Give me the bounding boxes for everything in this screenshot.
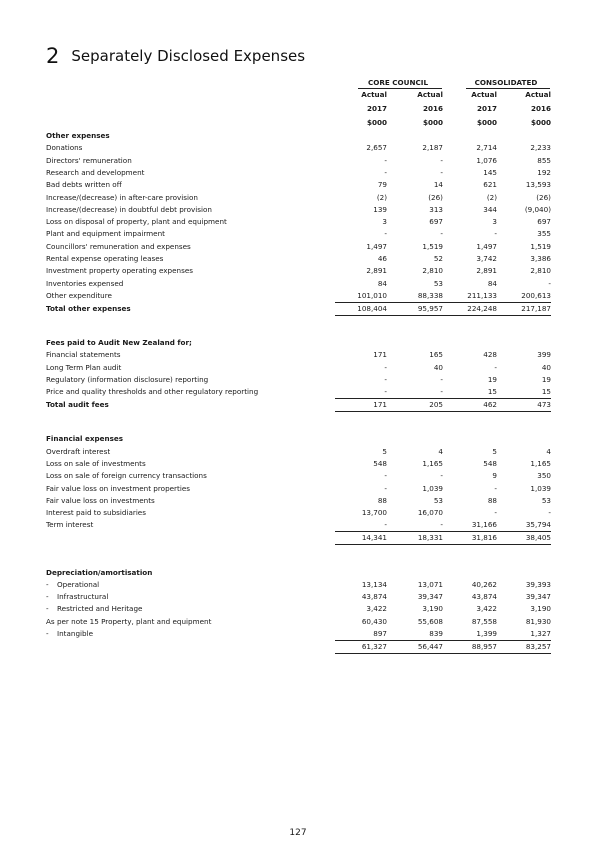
value-cell: 2,810 (530, 266, 551, 276)
row-label: Directors' remuneration (46, 155, 132, 165)
table-row (46, 350, 551, 362)
value-cell: 548 (483, 458, 497, 468)
value-cell: 53 (433, 495, 443, 505)
value-cell: 18,331 (417, 533, 443, 543)
value-cell: - (384, 155, 387, 165)
row-label: Term interest (46, 520, 94, 530)
value-cell: 1,165 (422, 458, 443, 468)
rule-line (335, 653, 551, 654)
value-cell: (2) (486, 192, 497, 202)
value-cell: 697 (429, 217, 443, 227)
row-bullet: - (46, 629, 49, 638)
value-cell: 84 (377, 278, 387, 288)
rule-line (335, 544, 551, 545)
table-row (46, 471, 551, 483)
value-cell: 5 (382, 446, 387, 456)
value-cell: 40,262 (471, 579, 497, 589)
column-header-1-line-3: $000 (366, 118, 387, 127)
value-cell: 88 (487, 495, 497, 505)
value-cell: 13,700 (361, 508, 387, 518)
row-label (46, 580, 99, 589)
column-header-2-line-3: $000 (422, 118, 443, 127)
row-label: Fair value loss on investment properties (46, 483, 190, 493)
value-cell: - (440, 155, 443, 165)
value-cell: 897 (373, 629, 387, 638)
value-cell: 39,347 (417, 592, 443, 602)
value-cell: 3,190 (530, 604, 551, 614)
value-cell: 192 (537, 167, 551, 177)
table-row (46, 242, 551, 254)
value-cell: 3 (382, 217, 387, 227)
section-title: Fees paid to Audit New Zealand for; (46, 338, 192, 347)
value-cell: 1,165 (530, 458, 551, 468)
value-cell: 839 (429, 629, 443, 638)
table-row (46, 375, 551, 387)
value-cell: 95,957 (417, 303, 443, 313)
value-cell: 399 (537, 350, 551, 360)
value-cell: 53 (433, 278, 443, 288)
value-cell: 697 (537, 217, 551, 227)
value-cell: - (494, 362, 497, 372)
value-cell: - (440, 229, 443, 239)
value-cell: 40 (541, 362, 551, 372)
row-label-text: Restricted and Heritage (57, 604, 143, 614)
table-row (46, 143, 551, 155)
row-label: Other expenditure (46, 290, 112, 300)
table-row (46, 592, 551, 604)
value-cell: 15 (541, 387, 551, 397)
value-cell: 5 (492, 446, 497, 456)
value-cell: 38,405 (525, 533, 551, 543)
table-row (46, 496, 551, 508)
value-cell: - (384, 520, 387, 530)
column-header-4-line-2: 2016 (530, 104, 551, 113)
table-row (46, 266, 551, 278)
row-label: Investment property operating expenses (46, 266, 194, 276)
value-cell: 1,519 (530, 241, 551, 251)
rule-line (335, 640, 551, 641)
rule-line (335, 315, 551, 316)
value-cell: 205 (429, 400, 443, 409)
value-cell: 224,248 (467, 303, 497, 313)
column-header-3-line-3: $000 (476, 118, 497, 127)
value-cell: 19 (541, 374, 551, 384)
column-header-3-line-2: 2017 (476, 104, 497, 113)
value-cell: 52 (433, 254, 443, 263)
table-row (46, 617, 551, 629)
value-cell: 473 (537, 400, 551, 409)
value-cell: - (384, 471, 387, 481)
value-cell: 462 (483, 400, 497, 409)
value-cell: (2) (376, 192, 387, 202)
value-cell: 2,657 (366, 143, 387, 153)
value-cell: 313 (429, 204, 443, 214)
row-label-text: Operational (57, 579, 100, 589)
value-cell: - (384, 229, 387, 239)
column-group-core-council: CORE COUNCIL (367, 78, 429, 87)
section-heading (46, 434, 551, 446)
value-cell: 4 (438, 446, 443, 456)
section-heading (46, 568, 551, 580)
value-cell: 88,338 (417, 290, 443, 300)
table-row (46, 254, 551, 266)
column-header-2-line-2: 2016 (422, 104, 443, 113)
table-row (46, 580, 551, 592)
value-cell: 31,166 (471, 520, 497, 530)
rule-line (335, 411, 551, 412)
section-title: Other expenses (46, 131, 110, 140)
value-cell: 84 (487, 278, 497, 288)
section-title: Depreciation/amortisation (46, 567, 153, 577)
row-label: Loss on sale of investments (46, 458, 146, 468)
value-cell: 101,010 (357, 290, 387, 300)
row-label: Increase/(decrease) in doubtful debt provision (46, 204, 212, 214)
value-cell: 40 (433, 362, 443, 372)
row-label: Councillors' remuneration and expenses (46, 241, 191, 251)
value-cell: 43,874 (471, 592, 497, 602)
value-cell: 14,341 (361, 533, 387, 543)
value-cell: 87,558 (471, 616, 497, 626)
value-cell: 3,190 (422, 604, 443, 614)
value-cell: 13,071 (417, 579, 443, 589)
note-title: Separately Disclosed Expenses (71, 47, 306, 65)
table-row (46, 168, 551, 180)
value-cell: - (440, 374, 443, 384)
value-cell: 1,076 (476, 155, 497, 165)
value-cell: 19 (487, 374, 497, 384)
value-cell: - (384, 167, 387, 177)
value-cell: - (384, 374, 387, 384)
table-row (46, 156, 551, 168)
value-cell: 81,930 (525, 616, 551, 626)
table-row (46, 363, 551, 375)
row-bullet: - (46, 604, 49, 614)
row-bullet: - (46, 579, 49, 589)
value-cell: 13,134 (361, 579, 387, 589)
table-row (46, 229, 551, 241)
row-label: Research and development (46, 167, 145, 177)
value-cell: 88 (377, 495, 387, 505)
column-header-3-line-1: Actual (471, 90, 497, 99)
value-cell: 39,393 (525, 579, 551, 589)
section-title: Financial expenses (46, 434, 124, 444)
table-row (46, 217, 551, 229)
value-cell: 46 (377, 254, 387, 263)
value-cell: 3,386 (530, 254, 551, 263)
table-row (46, 180, 551, 192)
row-label: Donations (46, 143, 83, 153)
value-cell: 139 (373, 204, 387, 214)
row-label-text: Intangible (57, 629, 93, 638)
value-cell: 1,039 (530, 483, 551, 493)
value-cell: - (494, 483, 497, 493)
value-cell: 165 (429, 350, 443, 360)
row-label: Financial statements (46, 350, 121, 360)
value-cell: 9 (492, 471, 497, 481)
value-cell: - (494, 229, 497, 239)
value-cell: 14 (433, 180, 443, 190)
value-cell: - (384, 362, 387, 372)
value-cell: 1,039 (422, 483, 443, 493)
column-group-consolidated: CONSOLIDATED (474, 78, 538, 87)
value-cell: 60,430 (361, 616, 387, 626)
value-cell: 56,447 (417, 641, 443, 651)
value-cell: 108,404 (357, 303, 387, 313)
page-number: 127 (289, 828, 307, 838)
section-heading (46, 131, 551, 143)
column-header-4-line-1: Actual (525, 90, 551, 99)
rule-line (335, 302, 551, 303)
value-cell: 2,810 (422, 266, 443, 276)
row-label (46, 592, 108, 601)
value-cell: 53 (541, 495, 551, 505)
row-label: Loss on sale of foreign currency transactions (46, 471, 207, 481)
value-cell: 2,891 (476, 266, 497, 276)
row-label: Long Term Plan audit (46, 362, 122, 372)
value-cell: 1,497 (366, 241, 387, 251)
row-label: Regulatory (information disclosure) reporting (46, 374, 209, 384)
value-cell: 217,187 (521, 303, 551, 313)
value-cell: 55,608 (417, 616, 443, 626)
value-cell: - (548, 508, 551, 518)
rule-line (335, 398, 551, 399)
value-cell: 200,613 (521, 290, 551, 300)
value-cell: - (548, 278, 551, 288)
row-label: Overdraft interest (46, 446, 111, 456)
value-cell: - (440, 471, 443, 481)
row-label: As per note 15 Property, plant and equipment (46, 616, 212, 626)
value-cell: 1,497 (476, 241, 497, 251)
row-label (46, 629, 93, 638)
value-cell: 145 (483, 167, 497, 177)
value-cell: 79 (377, 180, 387, 190)
value-cell: 4 (546, 446, 551, 456)
row-label-text: Infrastructural (57, 592, 109, 602)
note-number: 2 (46, 44, 60, 68)
value-cell: 855 (537, 155, 551, 165)
value-cell: 2,233 (530, 143, 551, 153)
value-cell: 344 (483, 204, 497, 214)
table-row (46, 193, 551, 205)
column-header-4-line-3: $000 (530, 118, 551, 127)
table-row (46, 459, 551, 471)
row-label: Increase/(decrease) in after-care provision (46, 192, 198, 202)
value-cell: 1,327 (530, 629, 551, 638)
value-cell: - (440, 520, 443, 530)
row-label: Price and quality thresholds and other regulatory reporting (46, 387, 259, 397)
value-cell: 3,422 (476, 604, 497, 614)
value-cell: 355 (537, 229, 551, 239)
value-cell: 1,519 (422, 241, 443, 251)
column-header-1-line-2: 2017 (366, 104, 387, 113)
value-cell: 31,816 (471, 533, 497, 543)
value-cell: 621 (483, 180, 497, 190)
value-cell: 35,794 (525, 520, 551, 530)
value-cell: 16,070 (417, 508, 443, 518)
row-label: Rental expense operating leases (46, 254, 164, 263)
value-cell: 3 (492, 217, 497, 227)
table-row (46, 205, 551, 217)
value-cell: 428 (483, 350, 497, 360)
table-row (46, 508, 551, 520)
value-cell: 39,347 (525, 592, 551, 602)
value-cell: 15 (487, 387, 497, 397)
value-cell: 61,327 (361, 641, 387, 651)
value-cell: - (440, 387, 443, 397)
value-cell: 13,593 (525, 180, 551, 190)
row-label (46, 604, 142, 613)
value-cell: - (384, 483, 387, 493)
value-cell: 1,399 (476, 629, 497, 638)
row-label: Interest paid to subsidiaries (46, 508, 146, 518)
value-cell: 211,133 (467, 290, 497, 300)
value-cell: (26) (428, 192, 443, 202)
section-heading (46, 338, 551, 350)
value-cell: (26) (536, 192, 551, 202)
table-row (46, 447, 551, 459)
value-cell: - (494, 508, 497, 518)
value-cell: 2,891 (366, 266, 387, 276)
row-label: Bad debts written off (46, 180, 122, 190)
value-cell: 3,742 (476, 254, 497, 263)
row-label: Fair value loss on investments (46, 495, 155, 505)
value-cell: 350 (537, 471, 551, 481)
value-cell: 83,257 (525, 641, 551, 651)
value-cell: - (384, 387, 387, 397)
value-cell: 3,422 (366, 604, 387, 614)
table-row (46, 279, 551, 291)
value-cell: - (440, 167, 443, 177)
value-cell: 2,714 (476, 143, 497, 153)
row-bullet: - (46, 592, 49, 602)
value-cell: 171 (373, 400, 387, 409)
row-label: Inventories expensed (46, 278, 124, 288)
row-label: Total audit fees (46, 400, 109, 409)
table-row (46, 604, 551, 616)
column-header-1-line-1: Actual (361, 90, 387, 99)
value-cell: (9,040) (524, 204, 551, 214)
row-label: Plant and equipment impairment (46, 229, 165, 239)
rule-line (335, 531, 551, 532)
value-cell: 88,957 (471, 641, 497, 651)
row-label: Loss on disposal of property, plant and equipment (46, 217, 227, 227)
value-cell: 43,874 (361, 592, 387, 602)
value-cell: 548 (373, 458, 387, 468)
table-row (46, 484, 551, 496)
value-cell: 2,187 (422, 143, 443, 153)
value-cell: 171 (373, 350, 387, 360)
column-header-2-line-1: Actual (417, 90, 443, 99)
row-label: Total other expenses (46, 303, 131, 313)
